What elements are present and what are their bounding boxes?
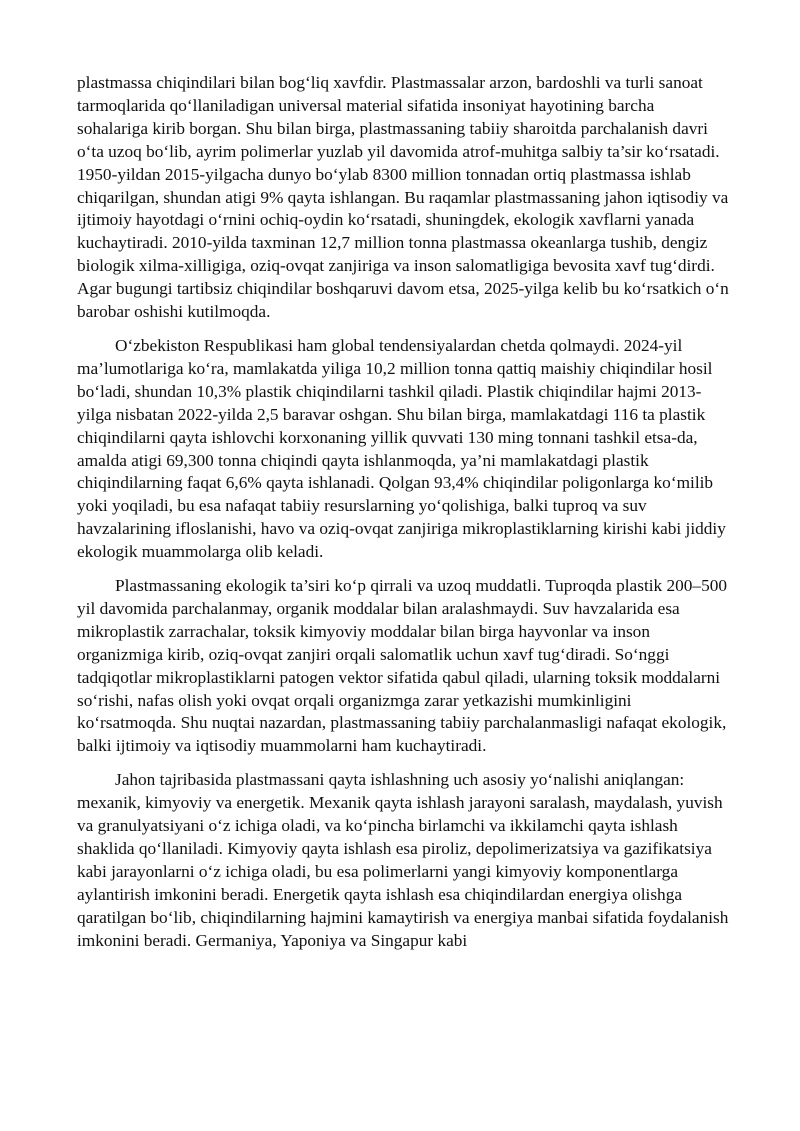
document-page [77, 72, 729, 964]
paragraph-continuation: plastmassa chiqindilari bilan bog‘liq xavfdir. Plastmassalar arzon, bardoshli va turli sanoat tarmoqlarida qo‘llaniladigan universal material sifatida insoniyat hayotining barcha sohalariga kirib borgan. Shu bilan birga, plastmassaning tabiiy sharoitda parchalanish davri o‘ta uzoq bo‘lib, ayrim polimerlar yuzlab yil davomida atrof-muhitga salbiy ta’sir ko‘rsatadi. 1950-yildan 2015-yilgacha dunyo bo‘ylab 8300 million tonnadan ortiq plastmassa ishlab chiqarilgan, shundan atigi 9% qayta ishlangan. Bu raqamlar plastmassaning jahon iqtisodiy va ijtimoiy hayotdagi o‘rnini ochiq-oydin ko‘rsatadi, shuningdek, ekologik xavflarni yanada kuchaytiradi. 2010-yilda taxminan 12,7 million tonna plastmassa okeanlarga tushib, dengiz biologik xilma-xilligiga, oziq-ovqat zanjiriga va inson salomatligiga bevosita xavf tug‘dirdi. Agar bugungi tartibsiz chiqindilar boshqaruvi davom etsa, 2025-yilga kelib bu ko‘rsatkich o‘n barobar oshishi kutilmoqda. [77, 73, 729, 322]
paragraph-world-experience: Jahon tajribasida plastmassani qayta ishlashning uch asosiy yo‘nalishi aniqlangan: mexanik, kimyoviy va energetik. Mexanik qayta ishlash jarayoni saralash, maydalash, yuvish va granulyatsiyani o‘z ichiga oladi, va ko‘pincha birlamchi va ikkilamchi qayta ishlash shaklida qo‘llaniladi. Kimyoviy qayta ishlash esa piroliz, depolimerizatsiya va gazifikatsiya kabi jarayonlarni o‘z ichiga oladi, bu esa polimerlarni yangi kimyoviy komponentlarga aylantirish imkonini beradi. Energetik qayta ishlash esa chiqindilardan energiya olishga qaratilgan bo‘lib, chiqindilarning hajmini kamaytirish va energiya manbai sifatida foydalanish imkonini beradi. Germaniya, Yaponiya va Singapur kabi [77, 770, 729, 950]
paragraph-uzbekistan-statistics: O‘zbekiston Respublikasi ham global tendensiyalardan chetda qolmaydi. 2024-yil ma’lumotlariga ko‘ra, mamlakatda yiliga 10,2 million tonna qattiq maishiy chiqindilar hosil bo‘ladi, shundan 10,3% plastik chiqindilarni tashkil qiladi. Plastik chiqindilar hajmi 2013-yilga nisbatan 2022-yilda 2,5 baravar oshgan. Shu bilan birga, mamlakatdagi 116 ta plastik chiqindilarni qayta ishlovchi korxonaning yillik quvvati 130 ming tonnani tashkil etsa-da, amalda atigi 69,300 tonna chiqindi qayta ishlanmoqda, ya’ni mamlakatdagi plastik chiqindilarning faqat 6,6% qayta ishlanadi. Qolgan 93,4% chiqindilar poligonlarga ko‘milib yoki yoqiladi, bu esa nafaqat tabiiy resurslarning yo‘qolishiga, balki tuproq va suv havzalarining ifloslanishi, havo va oziq-ovqat zanjiriga mikroplastiklarning kirishi kabi jiddiy ekologik muammolarga olib keladi. [77, 335, 726, 562]
paragraph-ecological-impact: Plastmassaning ekologik ta’siri ko‘p qirrali va uzoq muddatli. Tuproqda plastik 200–500 yil davomida parchalanmay, organik moddalar bilan aralashmaydi. Suv havzalarida esa mikroplastik zarrachalar, toksik kimyoviy moddalar bilan birga hayvonlar va inson organizmiga kirib, oziq-ovqat zanjiri orqali salomatlik uchun xavf tug‘diradi. So‘nggi tadqiqotlar mikroplastiklarni patogen vektor sifatida qabul qiladi, ularning toksik moddalarni so‘rishi, nafas olish yoki ovqat orqali organizmga zarar yetkazishi mumkinligini ko‘rsatmoqda. Shu nuqtai nazardan, plastmassaning tabiiy parchalanmasligi nafaqat ekologik, balki ijtimoiy va iqtisodiy muammolarni ham kuchaytiradi. [77, 576, 727, 756]
